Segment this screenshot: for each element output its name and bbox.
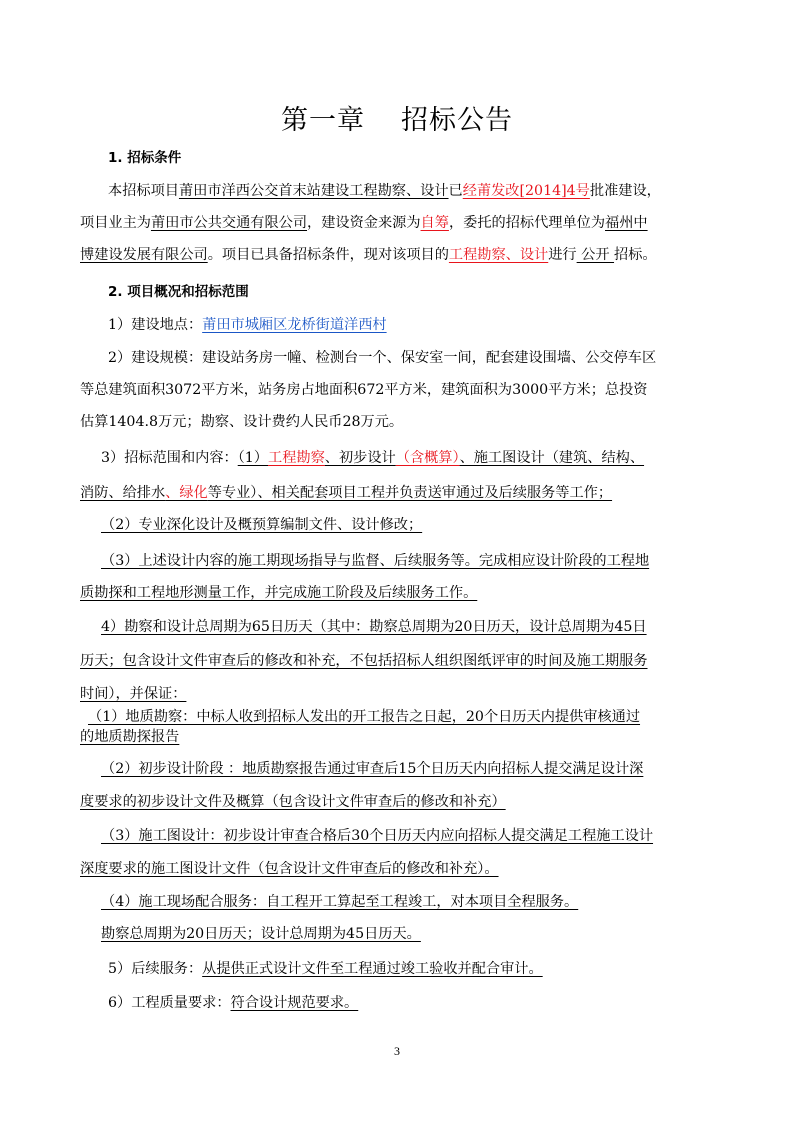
period-line-2: 历天；包含设计文件审查后的修改和补充，不包括招标人组织图纸评审的时间及施工期服务	[80, 653, 648, 669]
build-scale-line-1: 2）建设规模：建设站务房一幢、检测台一个、保安室一间，配套建设围墙、公交停车区	[108, 350, 657, 366]
site-service-line: （4）施工现场配合服务：自工程开工算起至工程竣工，对本项目全程服务。	[101, 894, 579, 910]
construction-drawing-line-1: （3）施工图设计：初步设计审查合格后30个日历天内应向招标人提交满足工程施工设计	[101, 828, 654, 844]
build-location: 1）建设地点：莆田市城厢区龙桥街道洋西村	[108, 317, 387, 333]
quality-requirement: 6）工程质量要求：符合设计规范要求。	[108, 995, 359, 1011]
s1-line-1: 本招标项目莆田市洋西公交首末站建设工程勘察、设计已经莆发改[2014]4号批准建设，	[108, 183, 661, 199]
section-1-heading: 1. 招标条件	[108, 150, 182, 166]
scope-line-4: （3）上述设计内容的施工期现场指导与监督、后续服务等。完成相应设计阶段的工程地	[101, 553, 650, 569]
scope-line-1: 3）招标范围和内容：（1）工程勘察、初步设计（含概算）、施工图设计（建筑、结构、	[101, 450, 645, 466]
geo-survey-line-2: 的地质勘探报告	[80, 729, 180, 745]
build-scale-line-2: 等总建筑面积3072平方米，站务房占地面积672平方米，建筑面积为3000平方米；总投资	[80, 382, 648, 398]
scope-line-2: 消防、给排水、绿化等专业）、相关配套项目工程并负责送审通过及后续服务等工作；	[80, 485, 613, 501]
build-scale-line-3: 估算1404.8万元；勘察、设计费约人民币28万元。	[80, 414, 404, 430]
scope-line-5: 质勘探和工程地形测量工作，并完成施工阶段及后续服务工作。	[80, 585, 478, 601]
period-line-1: 4）勘察和设计总周期为65日历天（其中：勘察总周期为20日历天，设计总周期为45日	[101, 619, 647, 635]
period-line-3: 时间），并保证：	[80, 686, 187, 702]
scope-line-3: （2）专业深化设计及概预算编制文件、设计修改；	[101, 517, 423, 533]
prelim-design-line-2: 度要求的初步设计文件及概算（包含设计文件审查后的修改和补充）	[80, 794, 506, 810]
followup-service: 5）后续服务：从提供正式设计文件至工程通过竣工验收并配合审计。	[108, 961, 543, 977]
s1-line-3: 博建设发展有限公司。项目已具备招标条件，现对该项目的工程勘察、设计进行 公开 招标。	[80, 247, 657, 263]
section-2-heading: 2. 项目概况和招标范围	[108, 284, 249, 300]
chapter-title	[0, 98, 794, 137]
construction-drawing-line-2: 深度要求的施工图设计文件（包含设计文件审查后的修改和补充）。	[80, 861, 499, 877]
chapter-number: 第一章	[281, 105, 365, 136]
page-number: 3	[394, 1044, 400, 1058]
total-period-line: 勘察总周期为20日历天；设计总周期为45日历天。	[101, 926, 421, 942]
s1-line-2: 项目业主为莆田市公共交通有限公司，建设资金来源为自筹，委托的招标代理单位为福州中	[80, 215, 648, 231]
geo-survey-line-1: （1）地质勘察：中标人收到招标人发出的开工报告之日起，20个日历天内提供审核通过	[88, 709, 641, 725]
prelim-design-line-1: （2）初步设计阶段 ：地质勘察报告通过审查后15个日历天内向招标人提交满足设计深	[101, 761, 644, 777]
chapter-name: 招标公告	[401, 105, 513, 136]
